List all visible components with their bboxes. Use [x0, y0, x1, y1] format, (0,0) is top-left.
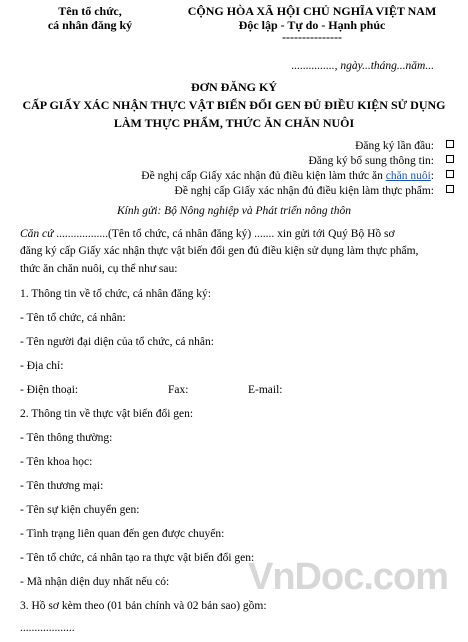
- field-gene-status: - Tình trạng liên quan đến gen được chuyển:: [20, 528, 225, 540]
- motto-rule: ---------------: [282, 30, 342, 44]
- motto: Độc lập - Tự do - Hạnh phúc: [238, 18, 386, 32]
- link-chan-nuoi[interactable]: chăn nuôi: [385, 170, 431, 182]
- field-org-name: - Tên tổ chức, cá nhân:: [20, 312, 126, 324]
- intro-line2: đăng ký cấp Giấy xác nhận thực vật biến đổi gen đủ điều kiện sử dụng làm thực phẩm,: [20, 245, 419, 257]
- org-label-line1: Tên tổ chức,: [58, 4, 122, 18]
- field-phone: - Điện thoại:: [20, 384, 79, 396]
- section2-heading: 2. Thông tin về thực vật biến đổi gen:: [20, 408, 194, 420]
- field-email: E-mail:: [248, 384, 283, 396]
- field-address: - Địa chỉ:: [20, 360, 64, 372]
- option-supplement: Đăng ký bổ sung thông tin:: [60, 155, 454, 167]
- form-title: ĐƠN ĐĂNG KÝ: [191, 80, 277, 94]
- field-unique-id: - Mã nhận diện duy nhất nếu có:: [20, 576, 170, 588]
- checkbox-first-registration[interactable]: [446, 140, 454, 148]
- field-scientific-name: - Tên khoa học:: [20, 456, 93, 468]
- field-representative: - Tên người đại diện của tổ chức, cá nhân:: [20, 336, 214, 348]
- option-feed-certificate: Đề nghị cấp Giấy xác nhận đủ điều kiện làm thức ăn chăn nuôi:: [20, 170, 454, 182]
- intro-line1: Căn cứ ..................(Tên tổ chức, cá nhân đăng ký) ....... xin gửi tới Quý Bộ Hồ sơ: [20, 228, 395, 240]
- field-fax: Fax:: [168, 384, 189, 396]
- checkbox-food-certificate[interactable]: [446, 185, 454, 193]
- section3-dots: ...................: [20, 622, 75, 634]
- field-trade-name: - Tên thương mại:: [20, 480, 104, 492]
- form-subtitle-line1: CẤP GIẤY XÁC NHẬN THỰC VẬT BIẾN ĐỔI GEN ĐỦ ĐIỀU KIỆN SỬ DỤNG: [22, 98, 446, 112]
- nation-title: CỘNG HÒA XÃ HỘI CHỦ NGHĨA VIỆT NAM: [187, 4, 437, 18]
- field-event-name: - Tên sự kiện chuyển gen:: [20, 504, 140, 516]
- checkbox-feed-certificate[interactable]: [446, 170, 454, 178]
- intro-line3: thức ăn chăn nuôi, cụ thể như sau:: [20, 263, 178, 275]
- watermark-logo: VnDoc.com: [248, 556, 449, 598]
- section3-heading: 3. Hồ sơ kèm theo (01 bản chính và 02 bản sao) gồm:: [20, 600, 267, 612]
- section1-heading: 1. Thông tin về tổ chức, cá nhân đăng ký:: [20, 288, 211, 300]
- checkbox-supplement[interactable]: [446, 155, 454, 163]
- recipient: Kính gửi: Bộ Nông nghiệp và Phát triển nông thôn: [116, 205, 352, 217]
- field-creator: - Tên tổ chức, cá nhân tạo ra thực vật biến đổi gen:: [20, 552, 255, 564]
- option-food-certificate: Đề nghị cấp Giấy xác nhận đủ điều kiện làm thực phẩm:: [20, 185, 454, 197]
- option-first-registration: Đăng ký lần đầu:: [60, 140, 454, 152]
- form-subtitle-line2: LÀM THỰC PHẨM, THỨC ĂN CHĂN NUÔI: [113, 116, 355, 130]
- date-line: ..............., ngày...tháng...năm...: [291, 60, 434, 72]
- org-label-line2: cá nhân đăng ký: [47, 18, 133, 32]
- field-common-name: - Tên thông thường:: [20, 432, 113, 444]
